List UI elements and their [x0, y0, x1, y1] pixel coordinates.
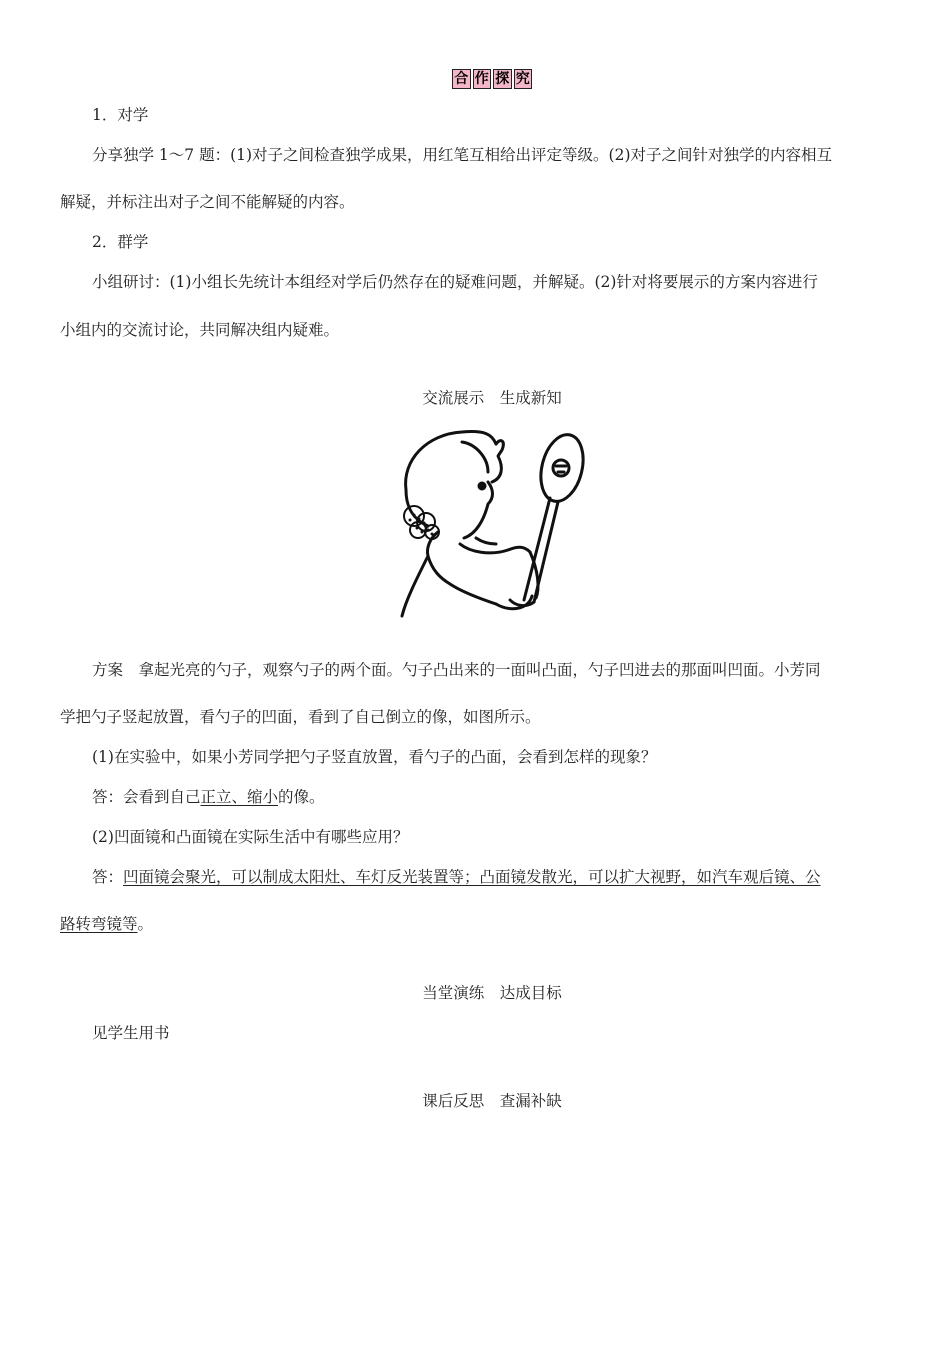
banner-char: 合: [452, 69, 471, 89]
heading-exchange: 交流展示 生成新知: [422, 389, 562, 407]
answer-1-underlined: 正立、缩小: [200, 788, 279, 806]
see-student-book: 见学生用书: [92, 1024, 170, 1042]
answer-2-line1: [92, 865, 821, 887]
question-1: (1)在实验中，如果小芳同学把勺子竖直放置，看勺子的凸面，会看到怎样的现象？: [92, 748, 657, 766]
plan-line1: 方案 拿起光亮的勺子，观察勺子的两个面。勺子凸出来的一面叫凸面，勺子凹进去的那面叫凹面。小芳同: [92, 661, 821, 679]
paragraph-group-line2: 小组内的交流讨论，共同解决组内疑难。: [60, 321, 340, 339]
girl-spoon-illustration: [392, 420, 592, 630]
banner-char: 探: [493, 69, 512, 89]
heading-reflection: 课后反思 查漏补缺: [422, 1092, 562, 1110]
answer-2-prefix: 答：: [92, 868, 124, 886]
question-2: (2)凹面镜和凸面镜在实际生活中有哪些应用？: [92, 828, 409, 846]
answer-2-underlined-line1: 凹面镜会聚光，可以制成太阳灶、车灯反光装置等；凸面镜发散光，可以扩大视野，如汽车观后镜、公: [123, 868, 821, 886]
answer-1-suffix: 的像。: [278, 788, 325, 806]
heading-group-study: 2．群学: [92, 233, 149, 251]
banner-char: 作: [473, 69, 492, 89]
heading-practice: 当堂演练 达成目标: [422, 984, 562, 1002]
paragraph-group-line1: 小组研讨：(1)小组长先统计本组经对学后仍然存在的疑难问题，并解疑。(2)针对将要展示的方案内容进行: [92, 273, 818, 291]
section-banner: [452, 68, 532, 90]
answer-1: [92, 785, 325, 807]
plan-line2: 学把勺子竖起放置，看勺子的凹面，看到了自己倒立的像，如图所示。: [60, 708, 541, 726]
answer-2-underlined-line2: 路转弯镜等: [60, 915, 138, 933]
answer-2-suffix: 。: [137, 915, 154, 933]
answer-1-prefix: 答：会看到自己: [92, 788, 201, 806]
paragraph-pair-line1: 分享独学 1～7 题：(1)对子之间检查独学成果，用红笔互相给出评定等级。(2)对子之间针对独学的内容相互: [92, 146, 832, 164]
paragraph-pair-line2: 解疑，并标注出对子之间不能解疑的内容。: [60, 193, 355, 211]
banner-char: 究: [514, 69, 533, 89]
heading-pair-study: 1．对学: [92, 106, 149, 124]
answer-2-line2: [60, 912, 153, 934]
